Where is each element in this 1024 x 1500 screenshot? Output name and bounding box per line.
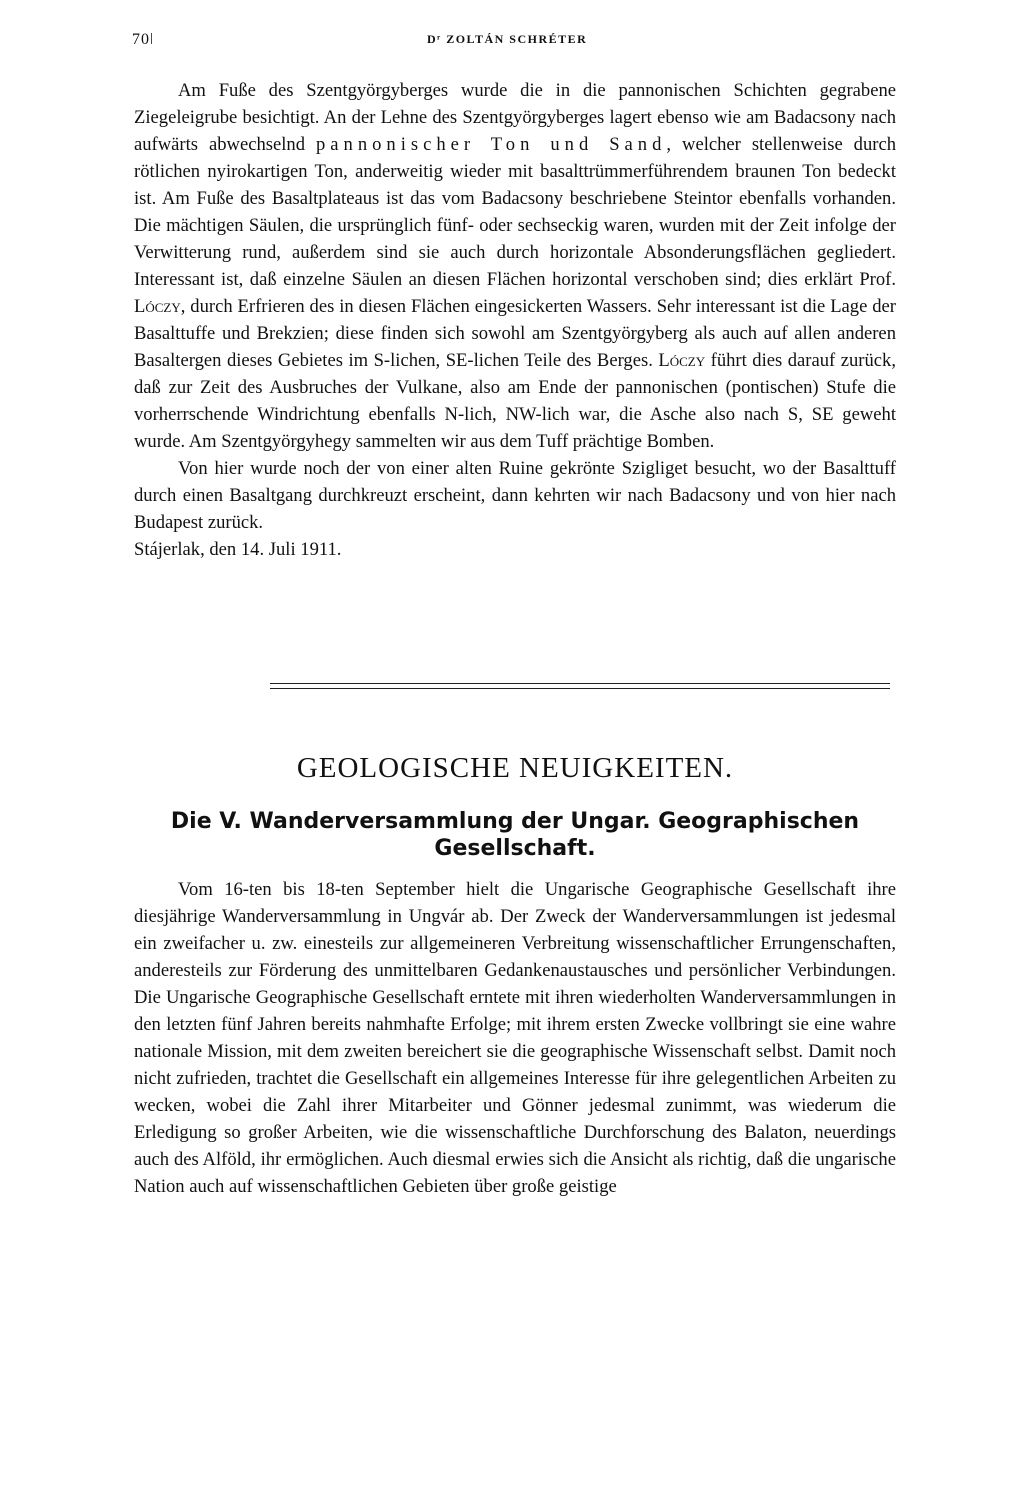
running-title: Dʳ ZOLTÁN SCHRÉTER [427, 32, 588, 46]
section-divider [270, 683, 890, 693]
upper-text-block [134, 77, 896, 563]
page-number: 70⁠ǀ [132, 31, 155, 48]
paragraph-szigliget: Von hier wurde noch der von einer alten Ruine gekrönte Szigliget besucht, wo der Basalttuff durch einen Basaltgang durchkreuzt erscheint, dann kehrten wir nach Badacsony und von hier nach Budapest zurück. [134, 458, 896, 533]
article-title-line: Gesellschaft. [434, 836, 596, 861]
page-header [132, 31, 896, 55]
divider-line [270, 683, 890, 684]
section-heading: GEOLOGISCHE NEUIGKEITEN. [296, 752, 734, 784]
paragraph-wanderversammlung: Vom 16-ten bis 18-ten September hielt die Ungarische Geographische Gesellschaft ihre diesjährige Wanderversammlung in Ungvár ab. Der Zweck der Wanderversammlungen ist jedesmal ein zweifacher u. zw. einesteils zur allgemeineren Verbreitung wissenschaftlicher Errungenschaften, anderesteils zur Förderung des unmittelbaren Gedankenaustausches und persönlicher Verbindungen. Die Ungarische Geographische Gesellschaft erntete mit ihren wiederholten Wanderversammlungen in den letzten fünf Jahren bereits nahmhafte Erfolge; mit ihrem ersten Zwecke vollbringt sie eine wahre nationale Mission, mit dem zweiten bereichert sie die geographische Wissenschaft selbst. Damit noch nicht zufrieden, trachtet die Gesellschaft ein allgemeines Interesse für ihre gelegentlichen Arbeiten zu wecken, wobei die Zahl ihrer Mitarbeiter und Gönner jedesmal zunimmt, was wiederum die Erledigung so großer Arbeiten, wie die wissenschaftliche Durchforschung des Balaton, neuerdings auch des Alföld, ihr ermöglichen. Auch diesmal erwies sich die Ansicht als richtig, daß die ungarische Nation auch auf wissenschaftlichen Gebieten über große geistige [134, 879, 896, 1197]
article-title-line: Die V. Wanderversammlung der Ungar. Geographischen [170, 809, 860, 834]
article-title [134, 808, 896, 862]
paragraph-text: Am Fuße des Szentgyörgyberges wurde die in die pannonischen Schichten gegrabene Ziegeleigrube besichtigt. An der Lehne des Szentgyörgyberges lagert ebenso wie am Badacsony nach aufwärts abwechselnd [134, 80, 896, 155]
paragraph-text: , durch Erfrieren des in diesen Flächen eingesickerten Wassers. Sehr interessant ist die Lage der Basalttuffe und Brekzien; diese finden sich sowohl am Szentgyörgyberg als auch auf allen anderen Basaltergen dieses Gebietes im S-lichen, SE-lichen Teile des Berges. [134, 296, 896, 371]
emphasized-text: pannonischer Ton und Sand [315, 134, 667, 155]
author-name: Lóczy [134, 296, 181, 317]
divider-line [270, 688, 890, 689]
lower-text-block [134, 876, 896, 1200]
paragraph-szentgyorgyberg [134, 77, 896, 455]
paragraph-text: führt dies darauf zurück, daß zur Zeit des Ausbruches der Vulkane, also am Ende der pannonischen (pontischen) Stufe die vorherrschende Windrichtung ebenfalls N-lich, NW-lich war, die Asche also nach S, SE geweht wurde. Am Szentgyörgyhegy sammelten wir aus dem Tuff prächtige Bomben. [134, 350, 896, 452]
author-name: Lóczy [658, 350, 706, 371]
paragraph-text: , welcher stellenweise durch rötlichen nyirokartigen Ton, anderweitig wieder mit basalttrümmerführendem braunen Ton bedeckt ist. Am Fuße des Basaltplateaus ist das vom Badacsony beschriebene Steintor ebenfalls vorhanden. Die mächtigen Säulen, die ursprünglich fünf- oder sechseckig waren, wurden mit der Zeit infolge der Verwitterung rund, außerdem sind sie auch durch horizontale Absonderungsflächen gegliedert. Interessant ist, daß einzelne Säulen an diesen Flächen horizontal verschoben sind; dies erklärt Prof. [134, 134, 896, 290]
signoff-date: Stájerlak, den 14. Juli 1911. [134, 539, 342, 560]
